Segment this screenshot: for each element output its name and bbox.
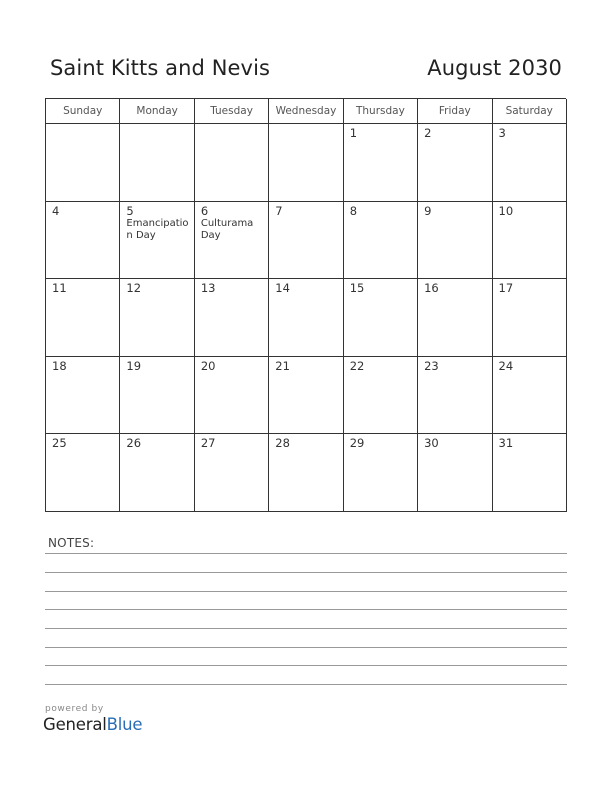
day-cell [120, 124, 194, 202]
notes-line [45, 609, 567, 610]
day-cell [269, 279, 343, 357]
weekday-friday: Friday [418, 99, 492, 124]
day-number: 26 [126, 436, 142, 451]
day-cell [493, 279, 567, 357]
day-number: 29 [349, 436, 365, 451]
day-cell [46, 434, 120, 512]
week-row [46, 124, 566, 202]
notes-line [45, 684, 567, 685]
day-number: 8 [349, 203, 358, 218]
day-cell [418, 279, 492, 357]
day-number: 12 [126, 281, 142, 296]
day-cell [344, 357, 418, 435]
day-cell [418, 434, 492, 512]
weekday-thursday: Thursday [344, 99, 418, 124]
week-row [46, 279, 566, 357]
day-cell [195, 357, 269, 435]
day-number: 1 [349, 126, 358, 140]
day-cell [493, 124, 567, 202]
day-number: 10 [498, 203, 514, 218]
day-number: 2 [424, 126, 432, 140]
brand-name-blue: Blue [106, 715, 143, 734]
notes-line [45, 647, 567, 648]
day-number: 17 [498, 281, 514, 296]
day-cell [46, 279, 120, 357]
day-number: 31 [498, 436, 514, 451]
day-cell [195, 279, 269, 357]
day-cell [269, 434, 343, 512]
day-cell [418, 124, 492, 202]
day-cell [120, 434, 194, 512]
day-number: 20 [200, 358, 216, 373]
brand-name-general: General [43, 715, 107, 734]
day-cell [418, 357, 492, 435]
day-cell [46, 202, 120, 280]
day-number: 16 [424, 281, 439, 296]
day-number: 23 [424, 358, 439, 373]
day-cell [344, 434, 418, 512]
day-number: 13 [200, 281, 216, 296]
day-number: 3 [498, 126, 506, 140]
day-cell [493, 357, 567, 435]
powered-by-text: powered by [45, 704, 104, 714]
day-number: 24 [498, 358, 514, 373]
day-number: 25 [52, 436, 67, 451]
weekday-wednesday: Wednesday [269, 99, 343, 124]
day-number: 4 [52, 203, 60, 218]
day-cell [195, 434, 269, 512]
notes-line [45, 572, 567, 573]
weekday-monday: Monday [120, 99, 194, 124]
day-number: 30 [424, 436, 439, 451]
week-row [46, 434, 566, 512]
notes-line [45, 628, 567, 629]
day-number: 14 [275, 281, 290, 296]
day-number: 18 [52, 358, 67, 373]
notes-line [45, 553, 567, 554]
day-number: 11 [52, 281, 67, 296]
weekday-tuesday: Tuesday [195, 99, 269, 124]
weekday-header-row [46, 99, 566, 124]
day-cell [120, 202, 194, 280]
day-number: 6 [200, 203, 209, 218]
day-number: 15 [349, 281, 365, 296]
weekday-sunday: Sunday [46, 99, 120, 124]
notes-line [45, 591, 567, 592]
day-number: 28 [275, 436, 290, 451]
day-number: 9 [424, 203, 432, 218]
day-cell [195, 202, 269, 280]
day-cell [344, 279, 418, 357]
brand-name [43, 715, 142, 734]
notes-line [45, 665, 567, 666]
day-cell [269, 124, 343, 202]
day-number: 7 [275, 203, 283, 218]
day-cell [493, 202, 567, 280]
day-cell [269, 202, 343, 280]
day-cell [46, 357, 120, 435]
day-number: 22 [349, 358, 365, 373]
month-year-title: August 2030 [427, 56, 562, 80]
day-cell [493, 434, 567, 512]
day-cell [344, 202, 418, 280]
holiday-label: Culturama Day [200, 217, 254, 241]
week-row [46, 202, 566, 280]
day-cell [120, 357, 194, 435]
weekday-saturday: Saturday [493, 99, 567, 124]
generalblue-logo [43, 704, 142, 734]
notes-label: NOTES: [48, 536, 95, 550]
day-number: 27 [200, 436, 216, 451]
day-cell [46, 124, 120, 202]
day-number: 19 [126, 358, 142, 373]
day-cell [418, 202, 492, 280]
calendar-grid [45, 98, 566, 512]
day-number: 21 [275, 358, 290, 373]
day-cell [120, 279, 194, 357]
holiday-label: Emancipation Day [126, 217, 189, 241]
day-cell [195, 124, 269, 202]
day-cell [269, 357, 343, 435]
week-row [46, 357, 566, 435]
day-number: 5 [126, 203, 134, 218]
country-title: Saint Kitts and Nevis [50, 56, 271, 80]
day-cell [344, 124, 418, 202]
